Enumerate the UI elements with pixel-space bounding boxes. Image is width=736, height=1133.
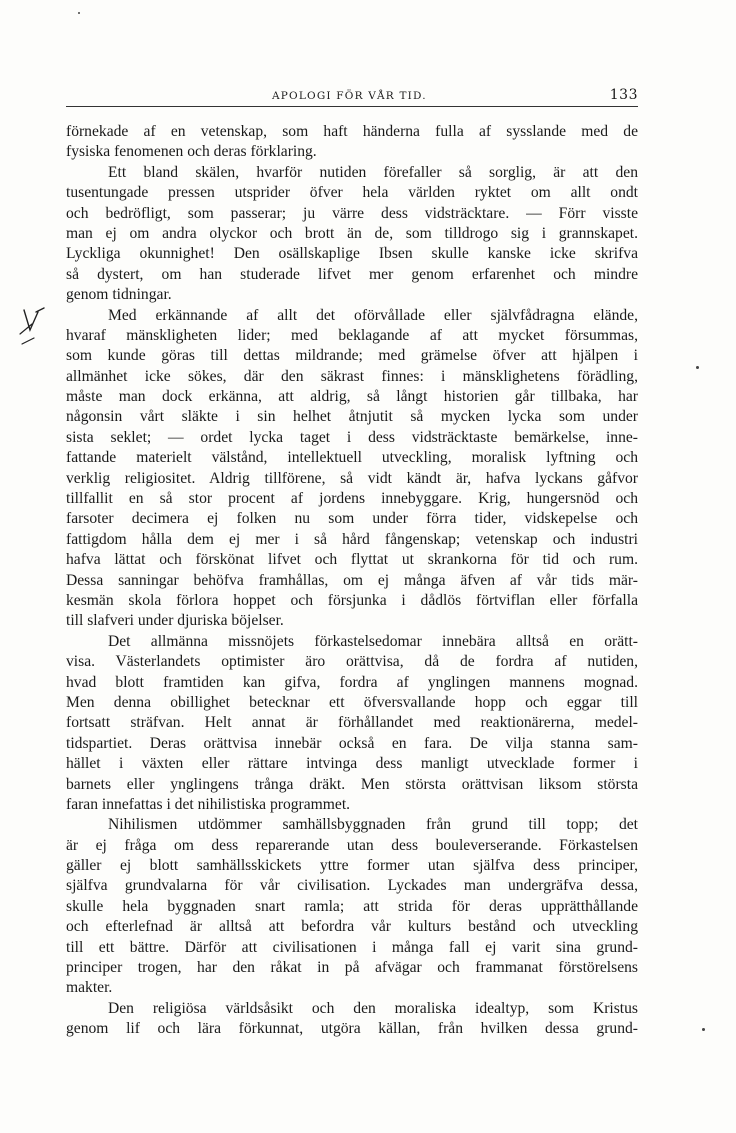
text-line: Med erkännande af allt det oförvållade eller självfådragna elände, bbox=[108, 306, 638, 324]
text-line: faran innefattas i det nihilistiska programmet. bbox=[66, 795, 351, 813]
body-text bbox=[66, 122, 638, 1040]
speck bbox=[702, 1028, 705, 1031]
text-line: Nihilismen utdömmer samhällsbyggnaden från grund till topp; det bbox=[108, 816, 638, 834]
text-line: fattande materielt välstånd, intellektuell utveckling, moralisk lyftning och bbox=[66, 449, 638, 467]
text-line: Dessa sanningar behöfva framhållas, om ej många äfven af vår tids mär- bbox=[66, 571, 638, 589]
text-line: Ett bland skälen, hvarför nutiden förefaller så sorglig, är att den bbox=[108, 163, 638, 181]
text-line: hvaraf mänskligheten lider; med beklagande af att mycket försummas, bbox=[66, 326, 638, 344]
text-line: fysiska fenomenen och deras förklaring. bbox=[66, 143, 317, 161]
running-header-title: APOLOGI FÖR VÅR TID. bbox=[272, 90, 427, 102]
text-line: Det allmänna missnöjets förkastelsedomar innebära alltså en orätt- bbox=[108, 632, 638, 650]
text-line: som kunde göras till dettas mildrande; med grämelse öfver att hjälpen i bbox=[66, 347, 638, 365]
text-line: förnekade af en vetenskap, som haft händerna fulla af sysslande med de bbox=[66, 123, 638, 140]
text-line: är ej fråga om dess reparerande utan dess bouleverserande. Förkastelsen bbox=[66, 836, 638, 854]
text-line: hafva lättat och förskönat lifvet och flyttat ut skrankorna för tid och rum. bbox=[66, 551, 638, 569]
page-number: 133 bbox=[609, 87, 638, 103]
speck bbox=[78, 12, 80, 14]
text-line: visa. Västerlandets optimister äro orättvisa, då de fordra af nutiden, bbox=[66, 653, 638, 671]
text-line: måste man dock erkänna, att aldrig, så långt historien går tillbaka, har bbox=[66, 388, 638, 406]
text-line: tillfallit en så stor procent af jordens innebyggare. Krig, hungersnöd och bbox=[66, 490, 638, 508]
text-line: och efterlefnad är alltså att befordra vår kulturs bestånd och utveckling bbox=[66, 918, 638, 936]
text-line: själfva grundvalarna för vår civilisation. Lyckades man undergräfva dessa, bbox=[66, 877, 638, 895]
text-line: genom tidningar. bbox=[66, 286, 172, 304]
text-line: hvad blott framtiden kan gifva, fordra af ynglingen mannens mognad. bbox=[66, 673, 638, 691]
text-line: tidspartiet. Deras orättvisa innebär också en fara. De vilja stanna sam- bbox=[66, 734, 638, 752]
text-line: Men denna obillighet betecknar ett öfversvallande hopp och eggar till bbox=[66, 693, 638, 711]
text-line: allmänhet icke sökes, där den säkrast finnes: i mänsklighetens förädling, bbox=[66, 367, 638, 385]
text-line: Den religiösa världsåsikt och den moraliska idealtyp, som Kristus bbox=[108, 999, 638, 1017]
running-header bbox=[66, 88, 638, 106]
text-line: barnets eller ynglingens trånga dräkt. Men största orättvisan liksom största bbox=[66, 775, 638, 793]
text-line: hället i växten eller rättare intvinga dess manligt utvecklade former i bbox=[66, 755, 638, 773]
text-line: fortsatt sträfvan. Helt annat är förhållandet med reaktionärerna, medel- bbox=[66, 714, 638, 732]
text-line: man ej om andra olyckor och brott än de, som tilldrogo sig i grannskapet. bbox=[66, 224, 638, 242]
header-rule bbox=[66, 106, 638, 107]
text-line: makter. bbox=[66, 979, 113, 997]
text-line: genom lif och lära förkunnat, utgöra källan, från hvilken dessa grund- bbox=[66, 1020, 638, 1038]
text-line: farsoter decimera ej folken nu som under förra tider, vidskepelse och bbox=[66, 510, 638, 528]
pencil-margin-mark bbox=[14, 304, 62, 352]
text-line: kesmän skola förlora hoppet och försjunka i dådlös förtviflan eller förfalla bbox=[66, 591, 638, 609]
text-line: principer trogen, har den råkat in på afvägar och frammanat förstörelsens bbox=[66, 959, 638, 977]
text-line: fattigdom hålla dem ej mer i så hård fångenskap; vetenskap och industri bbox=[66, 530, 638, 548]
text-line: verklig religiositet. Aldrig tillförene, så vidt kändt är, hafva lyckans gåfvor bbox=[66, 469, 638, 487]
text-line: någonsin vårt släkte i sin helhet åtnjutit så mycken lycka som under bbox=[66, 408, 638, 426]
text-line: tusentungade pressen utsprider öfver hela världen ryktet om allt ondt bbox=[66, 184, 638, 202]
text-line: skulle hela byggnaden snart ramla; att strida för deras upprätthållande bbox=[66, 897, 638, 915]
speck bbox=[696, 366, 699, 369]
text-line: sista seklet; — ordet lycka taget i dess vidsträcktaste bemärkelse, inne- bbox=[66, 428, 638, 446]
text-line: gäller ej blott samhällsskickets yttre former utan själfva dess principer, bbox=[66, 857, 638, 875]
text-line: till slafveri under djuriska böjelser. bbox=[66, 612, 284, 630]
text-line: och bedröfligt, som passerar; ju värre dess vidsträcktare. — Förr visste bbox=[66, 204, 638, 222]
text-line: Lyckliga okunnighet! Den osällskaplige Ibsen skulle kanske icke skrifva bbox=[66, 245, 638, 263]
text-line: så dystert, om han studerade lifvet mer genom erfarenhet och mindre bbox=[66, 265, 638, 283]
text-line: till ett bättre. Därför att civilisationen i många fall ej varit sina grund- bbox=[66, 938, 638, 956]
